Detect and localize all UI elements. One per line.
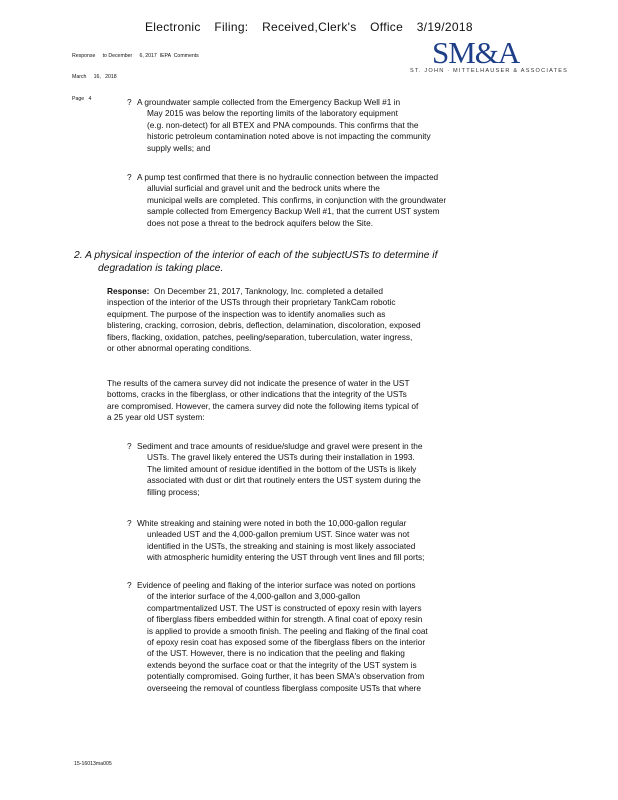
bullet-line: of the interior surface of the 4,000-gallon and 3,000-gallon <box>147 591 361 602</box>
bullet-line: alluvial surficial and gravel unit and the bedrock units where the <box>147 183 380 194</box>
response-label: Response: <box>107 286 150 296</box>
response-paragraph <box>107 286 507 354</box>
filing-stamp: Electronic Filing: Received,Clerk's Office 3/19/2018 <box>145 20 473 34</box>
bullet-glyph: ? <box>127 172 132 182</box>
bullet-item <box>127 172 532 229</box>
bullet-line: Evidence of peeling and flaking of the interior surface was noted on portions <box>137 580 416 590</box>
paragraph-line: inspection of the interior of the USTs through their proprietary TankCam robotic <box>107 297 396 308</box>
bullet-line: identified in the USTs, the streaking and staining is most likely associated <box>147 540 416 551</box>
header-line-response: Response to December 6, 2017 IEPA Comments <box>72 52 199 59</box>
bullet-glyph: ? <box>127 518 132 528</box>
logo-tagline: ST. JOHN · MITTELHAUSER & ASSOCIATES <box>410 68 569 74</box>
bullet-line: (e.g. non-detect) for all BTEX and PNA compounds. This confirms that the <box>147 119 419 130</box>
bullet-line: unleaded UST and the 4,000-gallon premium UST. Since water was not <box>147 529 410 540</box>
bullet-line: of epoxy resin coat has exposed some of the fiberglass fibers on the interior <box>147 637 426 648</box>
bullet-line: compartmentalized UST. The UST is constructed of epoxy resin with layers <box>147 602 422 613</box>
paragraph-line: blistering, cracking, corrosion, debris, deflection, delamination, discoloration, exposed <box>107 320 421 331</box>
bullet-item <box>127 441 522 498</box>
bullet-line: A pump test confirmed that there is no hydraulic connection between the impacted <box>137 172 439 182</box>
header-line-date: March 16, 2018 <box>72 74 117 81</box>
bullet-line: historic petroleum contamination noted above is not impacting the community <box>147 131 431 142</box>
bullet-line: extends beyond the surface coat or that the integrity of the UST system is <box>147 659 417 670</box>
bullet-line: with atmospheric humidity entering the UST through vent lines and fill ports; <box>147 552 425 563</box>
bullet-line: associated with dust or dirt that routinely enters the UST system during the <box>147 475 421 486</box>
bullet-line: of the UST. However, there is no indication that the peeling and flaking <box>147 648 405 659</box>
logo-wordmark: SM&A <box>432 35 520 70</box>
paragraph-line: equipment. The purpose of the inspection was to identify anomalies such as <box>107 308 386 319</box>
bullet-item <box>127 580 522 694</box>
bullet-line: White streaking and staining were noted in both the 10,000-gallon regular <box>137 518 407 528</box>
bullet-glyph: ? <box>127 580 132 590</box>
section-heading-line: 2. A physical inspection of the interior of each of the subjectUSTs to determine if <box>74 250 438 261</box>
bullet-glyph: ? <box>127 441 132 451</box>
paragraph-line: or other abnormal operating conditions. <box>107 343 252 354</box>
paragraph-line: On December 21, 2017, Tanknology, Inc. completed a detailed <box>154 286 383 296</box>
bullet-line: supply wells; and <box>147 142 211 153</box>
bullet-line: The limited amount of residue identified in the bottom of the USTs is likely <box>147 463 417 474</box>
bullet-line: does not pose a threat to the bedrock aquifers below the Site. <box>147 217 374 228</box>
document-id: 15-16013ma005 <box>74 761 112 767</box>
bullet-line: potentially compromised. Going further, it has been SMA's observation from <box>147 671 425 682</box>
bullet-item <box>127 97 517 154</box>
section-heading <box>74 249 494 276</box>
company-logo <box>404 35 584 76</box>
paragraph-line: a 25 year old UST system: <box>107 412 205 423</box>
bullet-line: Sediment and trace amounts of residue/sludge and gravel were present in the <box>137 441 423 451</box>
bullet-line: of fiberglass fibers embedded within for strength. A final coat of epoxy resin <box>147 614 423 625</box>
section-heading-line: degradation is taking place. <box>98 263 224 275</box>
bullet-glyph: ? <box>127 97 132 107</box>
bullet-line: overseeing the removal of countless fiberglass composite USTs that where <box>147 682 421 693</box>
results-paragraph <box>107 378 512 424</box>
bullet-line: filling process; <box>147 486 200 497</box>
bullet-item <box>127 518 527 564</box>
bullet-line: May 2015 was below the reporting limits of the laboratory equipment <box>147 108 398 119</box>
bullet-line: sample collected from Emergency Backup Well #1, that the current UST system <box>147 206 440 217</box>
header-line-page: Page 4 <box>72 96 92 103</box>
bullet-line: A groundwater sample collected from the Emergency Backup Well #1 in <box>137 97 401 107</box>
paragraph-line: The results of the camera survey did not indicate the presence of water in the UST <box>107 378 410 388</box>
paragraph-line: fibers, flacking, oxidation, patches, peeling/separation, tuberculation, water ingress, <box>107 331 413 342</box>
paragraph-line: are compromised. However, the camera survey did note the following items typical of <box>107 400 419 411</box>
bullet-line: is applied to provide a smooth finish. The peeling and flaking of the final coat <box>147 625 428 636</box>
paragraph-line: bottoms, cracks in the fiberglass, or other indications that the integrity of the USTs <box>107 389 407 400</box>
bullet-line: municipal wells are completed. This confirms, in conjunction with the groundwater <box>147 194 447 205</box>
bullet-line: USTs. The gravel likely entered the USTs during their installation in 1993. <box>147 452 415 463</box>
